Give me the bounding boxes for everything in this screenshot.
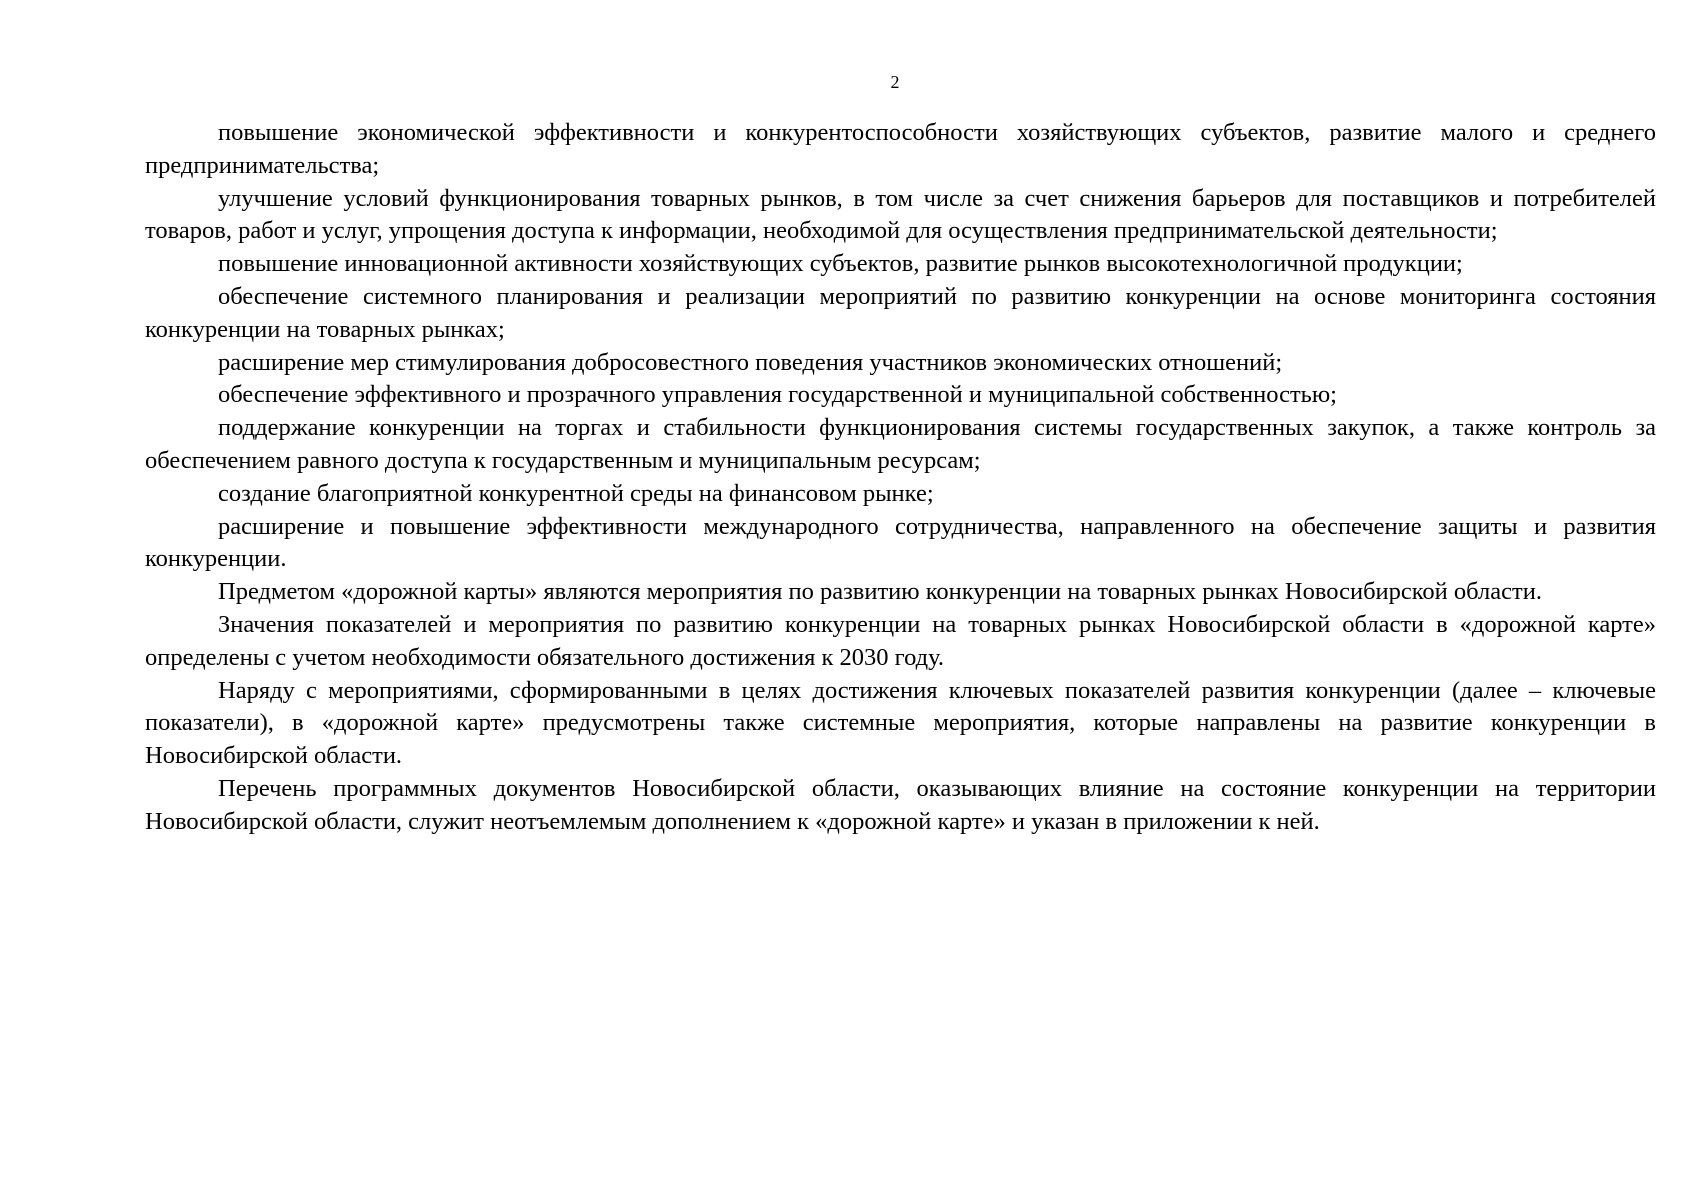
paragraph-procurement-competition: поддержание конкуренции на торгах и стабильности функционирования системы государственных закупок, а также контроль за обеспечением равного доступа к государственным и муниципальным ресурсам;	[145, 414, 1656, 474]
paragraph-market-conditions: улучшение условий функционирования товарных рынков, в том числе за счет снижения барьеров для поставщиков и потребителей товаров, работ и услуг, упрощения доступа к информации, необходимой для осуществления предпринимательской деятельности;	[145, 184, 1656, 245]
paragraph-international-cooperation: расширение и повышение эффективности международного сотрудничества, направленного на обеспечение защиты и развития конкуренции.	[145, 512, 1656, 573]
paragraph-innovation-activity: повышение инновационной активности хозяйствующих субъектов, развитие рынков высокотехнологичной продукции;	[218, 250, 1463, 278]
paragraph-system-measures: Наряду с мероприятиями, сформированными в целях достижения ключевых показателей развития конкуренции (далее – ключевые показатели), в «дорожной карте» предусмотрены также системные мероприятия, которые направлены на развитие конкуренции в Новосибирской области.	[145, 676, 1656, 770]
paragraph-property-management: обеспечение эффективного и прозрачного управления государственной и муниципальной собственностью;	[218, 381, 1337, 409]
paragraph-roadmap-subject: Предметом «дорожной карты» являются мероприятия по развитию конкуренции на товарных рынках Новосибирской области.	[218, 578, 1542, 606]
paragraph-incentive-measures: расширение мер стимулирования добросовестного поведения участников экономических отношений;	[218, 348, 1283, 376]
paragraph-indicator-values: Значения показателей и мероприятия по развитию конкуренции на товарных рынках Новосибирской области в «дорожной карте» определены с учетом необходимости обязательного достижения к 2030 году.	[145, 610, 1656, 671]
paragraph-economic-efficiency: повышение экономической эффективности и конкурентоспособности хозяйствующих субъектов, развитие малого и среднего предпринимательства;	[145, 119, 1656, 179]
paragraph-system-planning: обеспечение системного планирования и реализации мероприятий по развитию конкуренции на основе мониторинга состояния конкуренции на товарных рынках;	[145, 282, 1656, 343]
document-body	[145, 117, 1656, 839]
page-number: 2	[890, 72, 900, 92]
paragraph-program-documents: Перечень программных документов Новосибирской области, оказывающих влияние на состояние конкуренции на территории Новосибирской области, служит неотъемлемым дополнением к «дорожной карте» и указан в приложении к ней.	[145, 774, 1656, 835]
paragraph-financial-market: создание благоприятной конкурентной среды на финансовом рынке;	[218, 479, 934, 507]
